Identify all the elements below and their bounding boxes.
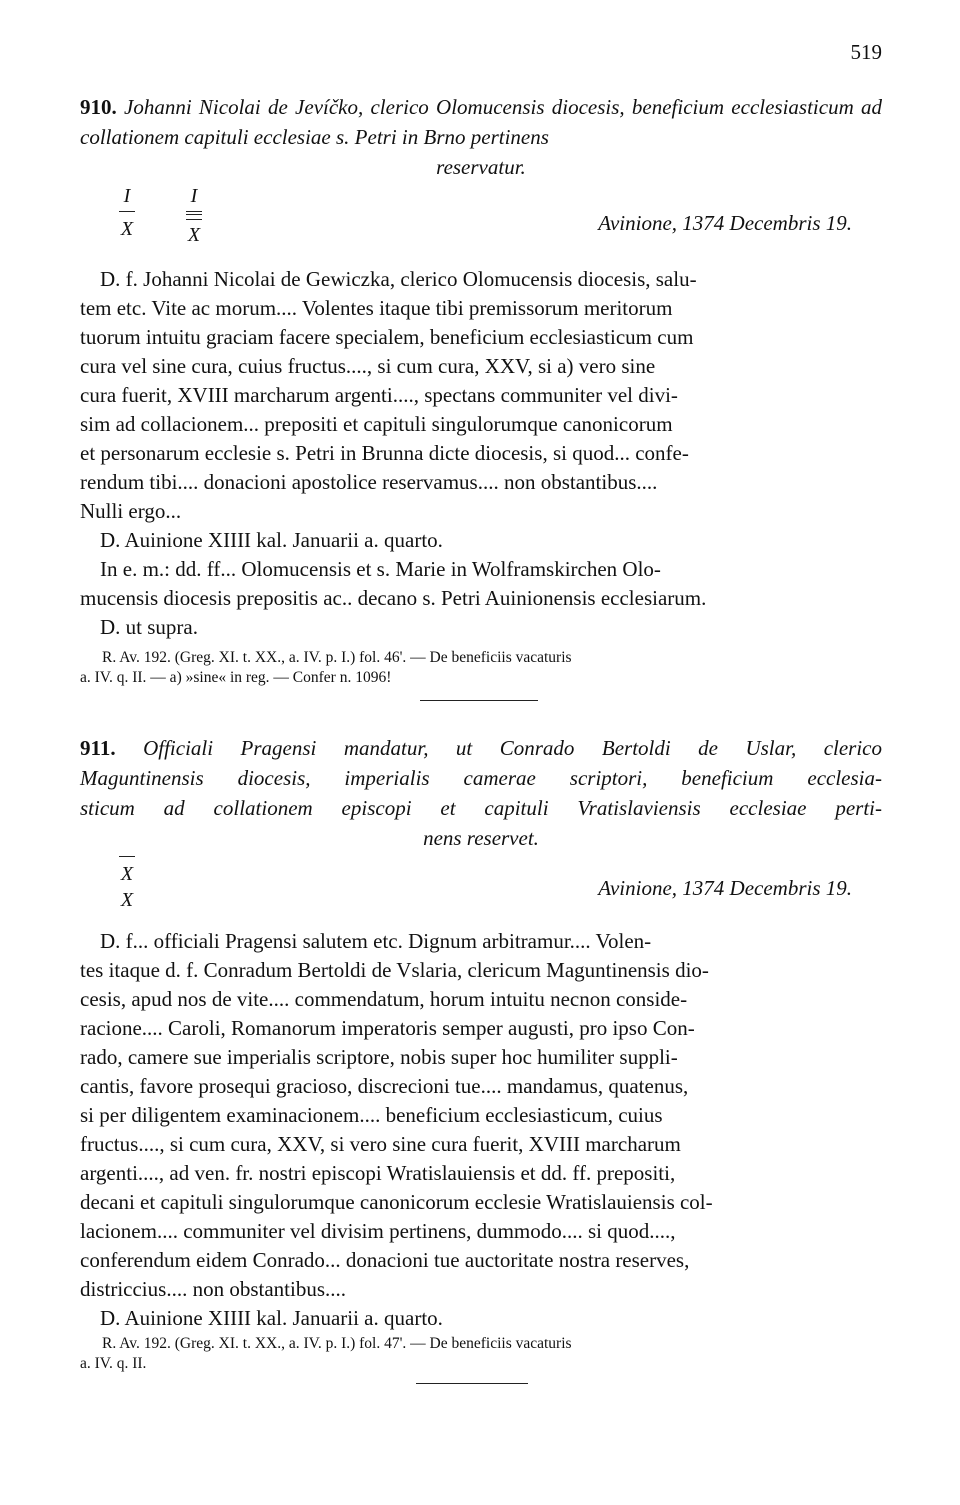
doc911-heading-line: Officiali Pragensi mandatur, ut Conrado Bertoldi de Uslar, clerico — [143, 736, 883, 760]
doc910-line: sim ad collacionem... prepositi et capituli singulorumque canonicorum — [80, 412, 673, 436]
doc911-heading-line: Maguntinensis diocesis, imperialis camerae scriptori, beneficium ecclesia- — [80, 766, 882, 790]
fraction-bar — [119, 211, 135, 214]
separator-rule — [420, 700, 538, 701]
doc910-ine-line: In e. m.: dd. ff... Olomucensis et s. Marie in Wolframskirchen Olo- — [100, 557, 661, 581]
doc910-line: D. f. Johanni Nicolai de Gewiczka, clerico Olomucensis diocesis, salu- — [100, 267, 697, 291]
doc911-frac-top: X — [120, 863, 134, 885]
doc910-line: cura vel sine cura, cuius fructus...., si cum cura, XXV, si a) vero sine — [80, 354, 656, 378]
doc910-date: Avinione, 1374 Decembris 19. — [598, 211, 852, 235]
doc910-line: tem etc. Vite ac morum.... Volentes itaque tibi premissorum meritorum — [80, 296, 673, 320]
doc911-line: si per diligentem examinacionem.... beneficium ecclesiasticum, cuius — [80, 1103, 663, 1127]
doc911-line: tes itaque d. f. Conradum Bertoldi de Vslaria, clericum Maguntinensis dio- — [80, 958, 709, 982]
doc910-note-line: a. IV. q. II. — a) »sine« in reg. — Confer n. 1096! — [80, 669, 392, 686]
doc910-ine-line: mucensis diocesis prepositis ac.. decano s. Petri Auinionensis ecclesiarum. — [80, 586, 707, 610]
doc911-line: districcius.... non obstantibus.... — [80, 1277, 346, 1301]
doc911-dated: D. Auinione XIIII kal. Januarii a. quarto. — [100, 1306, 443, 1330]
doc910-dut: D. ut supra. — [100, 615, 198, 639]
doc911-line: conferendum eidem Conrado... donacioni tue auctoritate nostra reserves, — [80, 1248, 690, 1272]
doc910-date-block — [80, 183, 882, 263]
doc911-line: cesis, apud nos de vite.... commendatum, horum intuitu necnon conside- — [80, 987, 688, 1011]
doc910-frac1-bottom: X — [120, 218, 134, 240]
doc910-heading-text: Johanni Nicolai de Jevíčko, clerico Olomucensis diocesis, beneficium ecclesiasticum ad collationem capituli ecclesiae s. Petri in Brno pertinens — [80, 95, 882, 149]
doc911-line: rado, camere sue imperialis scriptore, nobis super hoc humiliter suppli- — [80, 1045, 678, 1069]
doc910-line: rendum tibi.... donacioni apostolice reservamus.... non obstantibus.... — [80, 470, 658, 494]
doc911-line: cantis, favore prosequi gracioso, discrecioni tue.... mandamus, quatenus, — [80, 1074, 689, 1098]
doc910-frac1-top: I — [123, 185, 131, 207]
doc910-number: 910. — [80, 95, 117, 119]
doc910-frac2-bottom: X — [187, 224, 201, 246]
fraction-overbar — [119, 856, 135, 859]
doc911-line: racione.... Caroli, Romanorum imperatoris semper augusti, pro ipso Con- — [80, 1016, 695, 1040]
doc910-heading-last: reservatur. — [436, 155, 526, 179]
doc910-frac2-top: I — [190, 185, 198, 207]
page-number: 519 — [850, 40, 882, 64]
doc911-note-line: R. Av. 192. (Greg. XI. t. XX., a. IV. p. I.) fol. 47'. — De beneficiis vacaturis — [102, 1335, 572, 1352]
doc910-line: Nulli ergo... — [80, 499, 182, 523]
doc910-line: cura fuerit, XVIII marcharum argenti...., spectans communiter vel divi- — [80, 383, 678, 407]
doc911-note-line: a. IV. q. II. — [80, 1355, 147, 1372]
doc911-date: Avinione, 1374 Decembris 19. — [598, 876, 852, 900]
doc911-heading-line: sticum ad collationem episcopi et capituli Vratislaviensis ecclesiae perti- — [80, 796, 882, 820]
doc911-date-block — [80, 852, 882, 932]
triple-bar — [186, 211, 202, 220]
doc910-note — [80, 648, 882, 688]
doc911-fraction — [117, 852, 137, 913]
doc910-note-line: R. Av. 192. (Greg. XI. t. XX., a. IV. p. I.) fol. 46'. — De beneficiis vacaturis — [102, 649, 572, 666]
doc911-note — [80, 1334, 882, 1374]
doc910-fraction-2 — [184, 183, 204, 248]
doc911-frac-bottom: X — [120, 889, 134, 911]
separator-rule — [416, 1383, 528, 1384]
doc910-body — [80, 265, 882, 642]
doc910-dated: D. Auinione XIIII kal. Januarii a. quarto. — [100, 528, 443, 552]
doc911-line: lacionem.... communiter vel divisim pertinens, dummodo.... si quod...., — [80, 1219, 676, 1243]
doc910-line: tuorum intuitu graciam facere specialem, beneficium ecclesiasticum cum — [80, 325, 694, 349]
doc911-number: 911. — [80, 736, 116, 760]
doc910-fraction-1 — [117, 183, 137, 242]
doc911-line: D. f... officiali Pragensi salutem etc. Dignum arbitramur.... Volen- — [100, 929, 652, 953]
doc910-line: et personarum ecclesie s. Petri in Brunna dicte diocesis, si quod... confe- — [80, 441, 689, 465]
doc911-heading — [80, 733, 882, 853]
doc910-heading — [80, 92, 882, 182]
doc911-heading-last: nens reservet. — [423, 826, 539, 850]
doc911-body — [80, 927, 882, 1333]
doc911-line: decani et capituli singulorumque canonicorum ecclesie Wratislauiensis col- — [80, 1190, 713, 1214]
doc911-line: argenti...., ad ven. fr. nostri episcopi Wratislauiensis et dd. ff. prepositi, — [80, 1161, 676, 1185]
doc911-line: fructus...., si cum cura, XXV, si vero sine cura fuerit, XVIII marcharum — [80, 1132, 681, 1156]
